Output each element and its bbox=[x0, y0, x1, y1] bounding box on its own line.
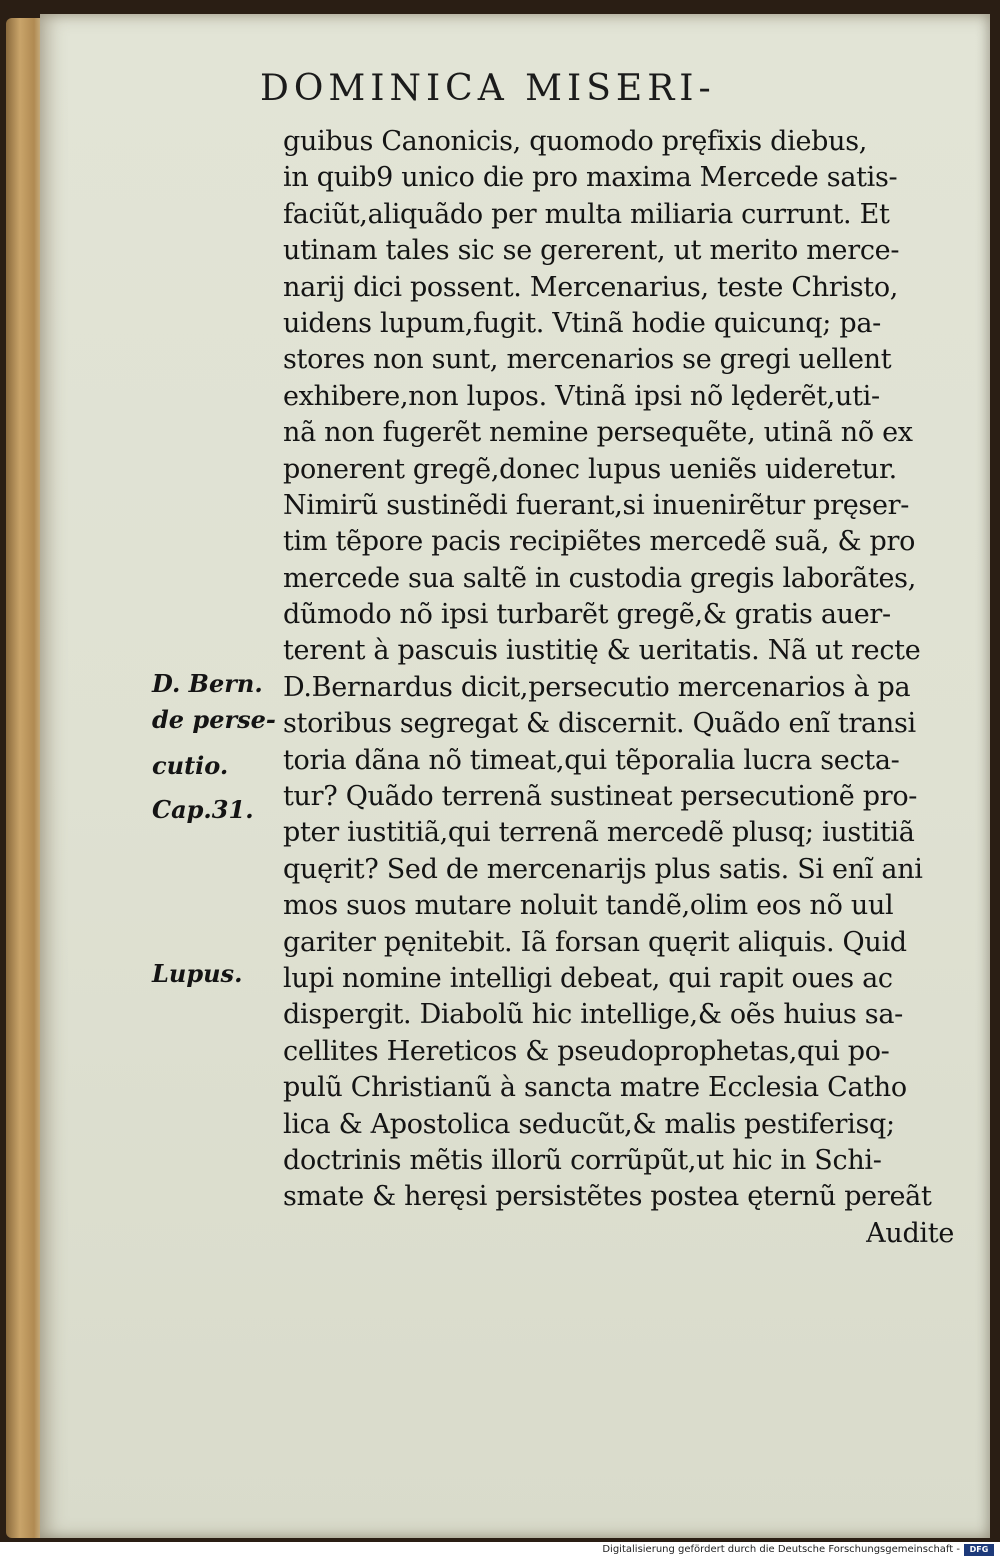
text-line: mercede sua saltẽ in custodia gregis laborãtes, bbox=[283, 562, 917, 594]
marginal-note: D. Bern. bbox=[152, 669, 263, 698]
text-line: guibus Canonicis, quomodo pręfixis diebus, bbox=[283, 126, 868, 157]
text-line: in quib9 unico die pro maxima Mercede satis- bbox=[283, 162, 898, 194]
text-line: pter iustitiã,qui terrenã mercedẽ plusq; iustitiã bbox=[283, 817, 915, 849]
text-line: tim tẽpore pacis recipiẽtes mercedẽ suã, & pro bbox=[283, 526, 916, 558]
text-line: terent à pascuis iustitię & ueritatis. Nã ut recte bbox=[283, 635, 921, 667]
catchword: Audite bbox=[866, 1217, 954, 1249]
body-text bbox=[283, 124, 958, 1252]
text-line: utinam tales sic se gererent, ut merito merce- bbox=[283, 235, 900, 267]
text-line: smate & heręsi persistẽtes postea ęternũ pereãt bbox=[283, 1181, 932, 1213]
text-line: faciũt,aliquãdo per multa miliaria currunt. Et bbox=[283, 198, 890, 230]
text-line: pulũ Christianũ à sancta matre Ecclesia Catho bbox=[283, 1072, 907, 1104]
text-line: lupi nomine intelligi debeat, qui rapit oues ac bbox=[283, 962, 893, 994]
marginal-note: cutio. bbox=[152, 751, 229, 780]
text-line: nã non fugerẽt nemine persequẽte, utinã nõ ex bbox=[283, 417, 913, 449]
marginal-note: de perse- bbox=[152, 705, 276, 734]
text-line: mos suos mutare noluit tandẽ,olim eos nõ uul bbox=[283, 890, 894, 922]
text-line: lica & Apostolica seducũt,& malis pestiferisq; bbox=[283, 1108, 895, 1140]
text-line: D.Bernardus dicit,persecutio mercenarios à pa bbox=[283, 671, 911, 703]
running-head: DOMINICA MISERI- bbox=[260, 68, 716, 109]
funding-notice: Digitalisierung gefördert durch die Deutsche Forschungsgemeinschaft - bbox=[602, 1544, 960, 1555]
text-line: quęrit? Sed de mercenarijs plus satis. Si enĩ ani bbox=[283, 853, 923, 885]
marginal-note: Cap.31. bbox=[152, 795, 254, 824]
text-line: dispergit. Diabolũ hic intellige,& oẽs huius sa- bbox=[283, 999, 903, 1031]
text-line: ponerent gregẽ,donec lupus ueniẽs uideretur. bbox=[283, 453, 897, 485]
text-line: storibus segregat & discernit. Quãdo enĩ transi bbox=[283, 708, 916, 740]
text-line: toria dãna nõ timeat,qui tẽporalia lucra secta- bbox=[283, 744, 900, 776]
footer-bar bbox=[0, 1542, 1000, 1558]
text-line: cellites Hereticos & pseudoprophetas,qui po- bbox=[283, 1035, 890, 1067]
text-line: exhibere,non lupos. Vtinã ipsi nõ lęderẽt,uti- bbox=[283, 380, 880, 412]
text-line: stores non sunt, mercenarios se gregi uellent bbox=[283, 344, 892, 376]
dfg-logo: DFG bbox=[964, 1544, 994, 1556]
text-line: dũmodo nõ ipsi turbarẽt gregẽ,& gratis auer- bbox=[283, 599, 891, 631]
text-line: Nimirũ sustinẽdi fuerant,si inuenirẽtur pręser- bbox=[283, 489, 910, 521]
text-line: gariter pęnitebit. Iã forsan quęrit aliquis. Quid bbox=[283, 926, 907, 958]
text-line: tur? Quãdo terrenã sustineat persecutionẽ pro- bbox=[283, 781, 918, 813]
text-line: narij dici possent. Mercenarius, teste Christo, bbox=[283, 271, 899, 303]
text-line: doctrinis mẽtis illorũ corrũpũt,ut hic in Schi- bbox=[283, 1144, 882, 1176]
text-line: uidens lupum,fugit. Vtinã hodie quicunq; pa- bbox=[283, 307, 881, 339]
marginal-note: Lupus. bbox=[152, 959, 243, 988]
